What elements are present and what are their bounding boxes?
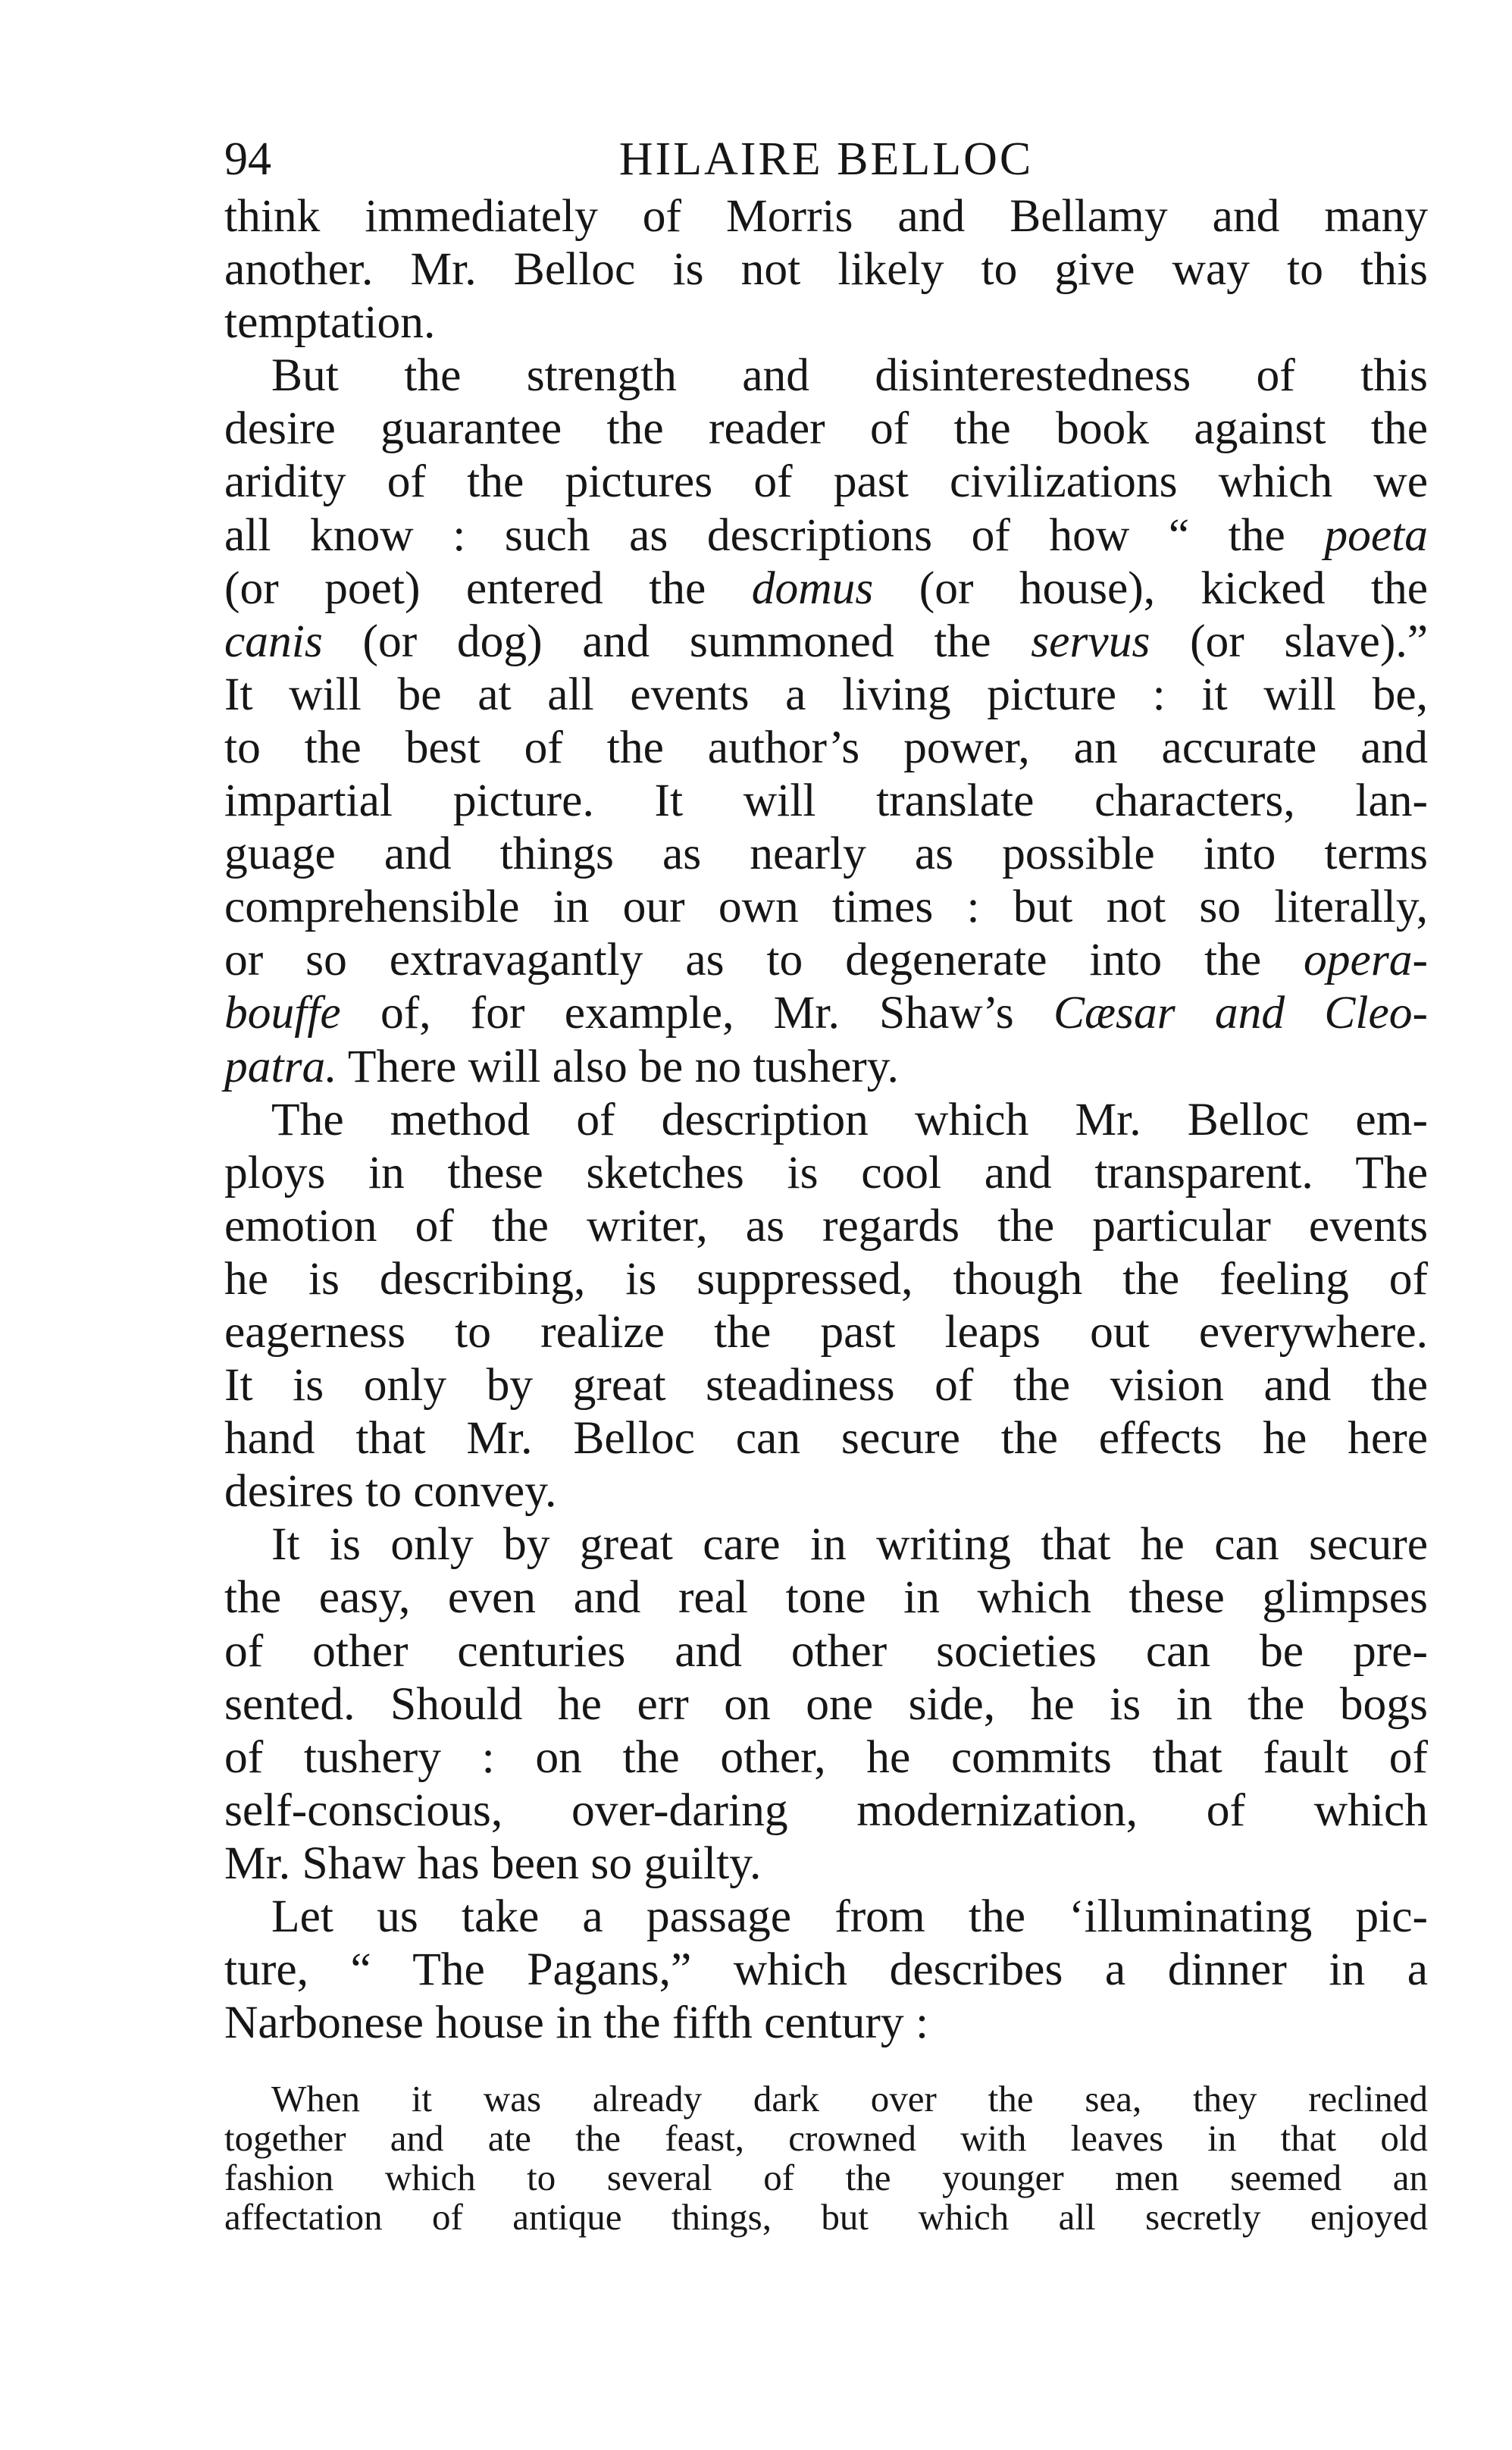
text-line: guage and things as nearly as possible into terms: [224, 828, 1428, 880]
text-line: eagerness to realize the past leaps out everywhere.: [224, 1305, 1428, 1358]
text-line: But the strength and disinterestedness of this: [271, 349, 1428, 402]
text-line: of tushery : on the other, he commits that fault of: [224, 1731, 1428, 1783]
quote-line: fashion which to several of the younger men seemed an: [224, 2157, 1428, 2199]
text-line: desires to convey.: [224, 1465, 557, 1518]
quote-line: affectation of antique things, but which all secretly enjoyed: [224, 2196, 1428, 2239]
text-line: [224, 509, 1428, 562]
paragraph-5: [224, 1890, 1428, 2049]
italic-term: bouffe: [224, 987, 341, 1039]
text-line: another. Mr. Belloc is not likely to give way to this: [224, 243, 1428, 296]
italic-term: canis: [224, 615, 323, 667]
paragraph-4: [224, 1518, 1428, 1890]
text-line: Narbonese house in the fifth century :: [224, 1997, 929, 2049]
text-line: the easy, even and real tone in which these glimpses: [224, 1571, 1428, 1624]
text-run: or so extravagantly as to degenerate into the: [224, 934, 1304, 986]
text-run: (or slave).”: [1150, 615, 1428, 667]
text-line: impartial picture. It will translate characters, lan-: [224, 775, 1428, 827]
italic-term: poeta: [1324, 509, 1428, 561]
text-line: to the best of the author’s power, an accurate and: [224, 721, 1428, 773]
text-line: [224, 1040, 1428, 1093]
italic-term: domus: [751, 562, 874, 614]
text-line: self-conscious, over-daring modernization, of which: [224, 1784, 1428, 1836]
running-head: [224, 129, 1428, 190]
text-line: The method of description which Mr. Belloc em-: [271, 1093, 1428, 1145]
text-run: of, for example, Mr. Shaw’s: [340, 987, 1053, 1039]
text-line: It is only by great care in writing that he can secure: [271, 1518, 1428, 1571]
text-line: aridity of the pictures of past civilizations which we: [224, 456, 1428, 508]
text-line: ture, “ The Pagans,” which describes a dinner in a: [224, 1944, 1428, 1996]
text-line: emotion of the writer, as regards the particular events: [224, 1199, 1428, 1252]
text-line: think immediately of Morris and Bellamy and many: [224, 190, 1428, 242]
text-line: Let us take a passage from the ‘illuminating pic-: [271, 1891, 1428, 1942]
text-line: [224, 615, 1428, 668]
text-run: all know : such as descriptions of how “ the: [224, 509, 1325, 561]
text-run: (or poet) entered the: [224, 562, 752, 614]
text-run: There will also be no tushery.: [337, 1040, 899, 1092]
text-line: ploys in these sketches is cool and transparent. The: [224, 1146, 1428, 1198]
text-line: [224, 986, 1428, 1039]
book-page: [224, 129, 1428, 2237]
paragraph-2: [224, 349, 1428, 1092]
italic-term: opera-: [1304, 934, 1428, 986]
text-run: (or house), kicked the: [873, 562, 1428, 614]
text-line: sented. Should he err on one side, he is in the bogs: [224, 1678, 1428, 1730]
italic-term: servus: [1031, 615, 1150, 667]
text-line: desire guarantee the reader of the book against the: [224, 403, 1428, 455]
text-line: Mr. Shaw has been so guilty.: [224, 1837, 762, 1889]
text-line: of other centuries and other societies can be pre-: [224, 1624, 1428, 1677]
text-line: comprehensible in our own times : but not so literally,: [224, 881, 1428, 933]
page-number: 94: [224, 133, 271, 185]
italic-term: Cæsar and Cleo-: [1053, 987, 1428, 1039]
text-line: It is only by great steadiness of the vision and the: [224, 1359, 1428, 1411]
quote-line: When it was already dark over the sea, they reclined: [271, 2078, 1428, 2120]
running-title: HILAIRE BELLOC: [618, 133, 1034, 185]
block-quotation: [224, 2079, 1428, 2237]
text-run: (or dog) and summoned the: [322, 615, 1031, 667]
body-text: [224, 190, 1428, 2049]
text-line: temptation.: [224, 296, 436, 349]
paragraph-3: [224, 1093, 1428, 1518]
text-line: he is describing, is suppressed, though the feeling of: [224, 1252, 1428, 1305]
italic-term: patra.: [224, 1040, 337, 1092]
quote-line: together and ate the feast, crowned with leaves in that old: [224, 2117, 1428, 2160]
text-line: hand that Mr. Belloc can secure the effects he here: [224, 1412, 1428, 1465]
text-line: [224, 933, 1428, 986]
text-line: It will be at all events a living picture : it will be,: [224, 668, 1428, 720]
paragraph-1: [224, 190, 1428, 349]
text-line: [224, 562, 1428, 615]
